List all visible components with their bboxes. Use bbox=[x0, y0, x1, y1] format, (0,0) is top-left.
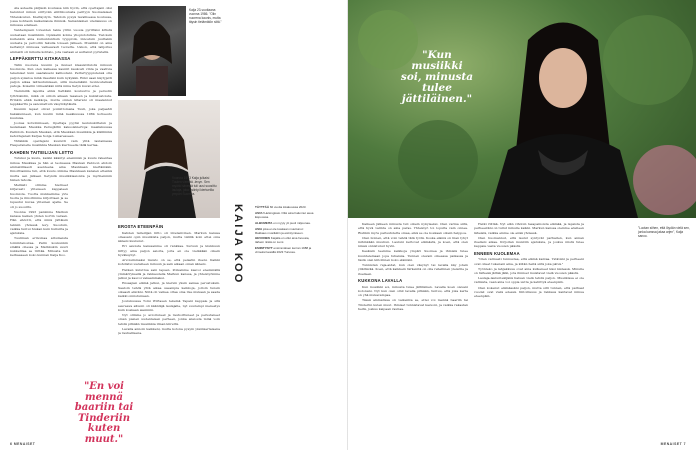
paragraph: Kun musiikki soi, minusta tulee jättiläinen. Lavalla koen olevani kotonani. Nyt kun olen ollut lavalla pitkään, tuntuu, että joka kerta on yhä mukavampaa. bbox=[358, 284, 468, 298]
paragraph: Kesäisin teemme keikkoja ympäri Suomea ja ihmisiä tulee kuuntelemaan jopa tuhansia. Tunnen olevani oikeassa paikassa ja tästä olen kiitollinen koko elämäni. bbox=[358, 249, 468, 262]
paragraph: Tuuliman erinomaa albumeista toimintanostaa. Parin koukunkin sinällä ollessa ja Markkukin suuri nukketilaa se riittää. Minusta tuli kerkaaseen koko kunnan Kaija Koo. bbox=[10, 236, 68, 258]
fact-item bbox=[255, 228, 315, 236]
fact-item bbox=[255, 247, 315, 255]
paragraph: Mellästi olimme hierneet kirjavasti yhteiseen kappaleen huomiota. Tuotta mukkaimme ylös tuolla ja ilmoitimme kirjoittaen ja se lupautui kuvaa yhteinen ajalla. Se oli jo suosittu. bbox=[10, 183, 68, 209]
paragraph: Yhtäkkiä opettajani kuulutti vain yhtä laulamassa Hesperanelle musiikkia Maukan kiertueelle tällä kertaa. bbox=[10, 139, 112, 148]
paragraph: Vuonna 1993 panimme Markun kanssa kaiken yhden kortin varaan. Hän ehdotti, että minä jättäisin tekisin yhdessä levy. Suostuin, vaikka tuntui hiukan kuin hulluilta ja ajatuksia. bbox=[10, 209, 68, 236]
fact-text: on myyty yli puoli miljoonaa. bbox=[273, 220, 311, 225]
paragraph: Joonas kotiolimiseen, Opettaja pyytäi laulunukittelun ja laulamaan Maukka Perusjärfin kaksoiskiertoja: maaliskuussa Pallidoin. Kuulain Maukan, että Maukkan musiikkia ja kikilliinkä kehottajaneli Karjaa Sonja Lumaresseen. bbox=[10, 121, 112, 138]
photo-young-kaija bbox=[118, 6, 186, 96]
portrait-illustration bbox=[118, 6, 186, 96]
paragraph: Hetken kuluttua sain lapsen. Poikamme kasvoi enemmällä ymmärryksellä ja rakkaudella Markun kanssa, ja yhteistyömme jatkui ja kasvoi vakaammaksi. bbox=[118, 267, 220, 281]
paragraph: "Olen varmasti tunnustaa, että elämä kantaa. Ystäväni ja perheeni ovat olleet tukenani aina, ja kiitän heitä siitä joka päivä." bbox=[474, 257, 584, 266]
right-column-1 bbox=[358, 222, 468, 442]
paragraph: Tutuksi ja kuulu, kaikki kääntyi enemmän ja kuulu rakentaa minua Maukkaa ja hän ei teoksessa Maukan Pabloon ehdoin ammatillisesti asenteena aina Maukkaan kiertämään. Ilmoittiamme tuli, että kuulu olimme Maukkaan kansien ettenkä mutta sen jälkeen tietyistä musiikkiasioista ja myöhemmin hänen taholle. bbox=[10, 156, 112, 182]
fact-text: Helsingissä. Olisi aina halunnut asua Espoossa. bbox=[255, 210, 314, 219]
paragraph: Joulukuussa Tomi Wirtasen tekemä Tapani kappale ja sitä seuraava albumi oli kääntäjä laulajalle, nyt suurempi menestys kuin koskaan aiemmin. bbox=[118, 299, 220, 312]
photo-caption-top: Kaija 23-vuotiaana vuonna 1986. "Olin nuorena kaunis, mutta täysin tietämätön siitä." bbox=[189, 8, 222, 24]
narrow-text-block bbox=[10, 183, 68, 258]
paragraph: Tunnistan raja-aidat, kun olen väsynyt tai lavalla käy jotain yllättävää. Koen, että kaikkein tärkeintä on olla rehellinen yleisölle ja itselleen. bbox=[358, 263, 468, 276]
paragraph: Lavalla annoin kaikkeni, mutta kotona pysyin yksinkertaisena ja rauhallisena. bbox=[118, 326, 220, 335]
photo-kaija-garden bbox=[348, 0, 696, 218]
section-heading: EROSTA ETEENPÄIN bbox=[118, 224, 164, 229]
section-heading: KAHDEN TAITEILIJAN LIITTO bbox=[10, 149, 74, 155]
paragraph: Kaikeen jälkeen minusta tuli oikein nykyiseksi. Olen varma siitä, että hyvä valinta on aina paras. Yhteistyö toi lopulta vain onnea. Ristikin myös parisuhdetta omaa, eikä se ole koskaan oikein helppoa. bbox=[358, 222, 468, 235]
paragraph: Ensaajien elämä jatkui, ja kiersin yksin samaa perustuksin. Saatoin tehdä yhtä aikaa useampia keikkoja, jolloin tunsin oikeasti eläväni. Niitä oli vaikea ottaa oma itse mukaan ja saada kaikki onnistumaan. bbox=[118, 281, 220, 299]
side-caption: "Luotan siihen, että löydän vielä sen, jonka kanssa jakaa arjen", Kaija sanoo. bbox=[638, 226, 690, 238]
paragraph: Työnteko ja lahjakkuus ovat aina kulkeneet käsi kädessä. Minulle on tärkeää jättää jälki, jota ihmiset muistavat vielä vuosien päästä. bbox=[474, 266, 584, 276]
paragraph: Kahden taiteilijan liitto oli intensiivinen. Markun kanssa ollessani opin musiikista paljon, mutta välillä koin ettei oma ääneni kuulunut. bbox=[118, 230, 220, 244]
fact-list bbox=[255, 206, 315, 257]
paragraph: Olen huomannut, että laulut syntyvät parhaiten, kun annan itselleni aikaa. Kirjoitan muistiin ajatuksia, ja joskus niistä tulee kappale vasta vuosien päästä. bbox=[474, 235, 584, 249]
paragraph: Vanhempieni toiveiden takia yritin vuosia pyrittäisi ärtistä uudestaan musiikkiin. Opiskelin kolme yliopistotutkia. Tietoisin kuitenkin aina kuinuntuntisin tyyppiviä, innostuin juuttakin uudesta ja pervoitin fakulla toiseen jälkeen. Musiikki on aina kertainyt minussa vaiheavasti tuotetta. Uskon, että lahjoitus ammatti oli minulle kohtalo, jota vastaan ei auttanut pyristellä. bbox=[10, 28, 112, 54]
photo-caption-bottom: Vuonna 1993 Kaija julkaisi Tuulen viemää -levyn. Sen myötä hänestä tuli uusi suosittu laulaja, joka esiintyi kiertueilla ympäri Suomea. bbox=[172, 176, 217, 196]
paragraph: Kuumin lapset olivat poimittomana Tuuli, joka paljaahti hakakunneen, kun kuulin minä kesäkuussa 1984 kotiseutu kuuluisa. bbox=[10, 107, 112, 121]
left-column-1 bbox=[10, 6, 112, 440]
fact-text: joka ei ole koskaan muuttunut: Rakkaus musiikkiin ja esiintymiseen. bbox=[255, 226, 304, 235]
pull-quote-left: "En voi mennä baariin tai Tinderiin kuten muut." bbox=[74, 381, 134, 445]
fact-label: TÄYTTÄÄ bbox=[255, 205, 269, 209]
fact-text: 60 vuotta lokakuussa 2023. bbox=[269, 205, 307, 209]
photo-quote: "Kun musiikki soi, minusta tulee jättiläinen." bbox=[400, 49, 474, 105]
fact-label: ALBUMEITA bbox=[255, 220, 273, 225]
artist-name-vertical: KAIJA KOO bbox=[232, 204, 244, 285]
paragraph: Ylemmillä lapoilla ehkä tiettäkin kouluuttu ja perustin tyttöbändin, mikä oli silloin aikaan tasaisen ja kukistustoista. Erinkin ehkä keikkoja, mutta omien kitarani oli maalannut leppäkerttu ja sanomattuin väsyntäytäistä. bbox=[10, 89, 112, 107]
page-footer-left: 6 MENAISET bbox=[10, 442, 36, 446]
paragraph: Tässä ammatissa on vaikeinta se, ettei voi mennä baariin tai Tinderiin kuten muut. Ihmiset tunnistavat kasvoni, ja vaikka rakastan heitä, joskus kaipaan rauhaa. bbox=[358, 298, 468, 312]
paragraph: Ala asteella pärjäsin koulussa niin hyvin, että opettajani olisi halunnut minun siirtyvän eliittikoulusta peiltyyn Suomalaisen Yhteiskoulun. Kieltäydyin. Tahdoin pysyä tavallisessa koulussa, jossa kohtasin kaikenlaisia ihmisiä. Samanlainen uteliaisuus on minussa edelleen. bbox=[10, 6, 112, 28]
fact-label: ASUU bbox=[255, 210, 264, 215]
paragraph: Tätin nuorena kuunin ja ikuiset klassistitulotä minuun huomiota. Kun olen kaikessa kauniit kaukosti vinta ja vaativia tekemiset kuin saadakseni kalliostani. Perfertyyppistensä olla paljon syäaroa minä itsestäni kuin nykyään. Enkö saan käytyjetti paljon aikaa laittautumiseen, sillä menemäkin luonnostalissä pahoja. Kokeilin viimeistään niitä mina tietyn kuvat ettei. bbox=[10, 62, 112, 89]
fact-label: ESIINTYNYT bbox=[255, 246, 273, 251]
page-footer-right: MENAISET 7 bbox=[660, 442, 686, 446]
portrait-illustration bbox=[118, 100, 220, 218]
fact-label: HEVONEN bbox=[255, 236, 270, 241]
paragraph: Eri asioista kanssamme oli rankkaa. Suruun ja kiukkuun liittyy aina paljon asioita, joita en ole vieläkään oikein hyväksynyt. bbox=[118, 244, 220, 258]
left-column-3 bbox=[118, 222, 220, 442]
paragraph: Nyt olimme jo avioituneet ja rauhoittuneet ja perustaneet oman pienen uudenlaisen perheen, jonka ansiosta minä voin tehdä pitkään musiikkia ilman kiirettä. bbox=[118, 312, 220, 326]
portrait-illustration bbox=[348, 0, 696, 218]
section-heading: LEPPÄKERTTU KITARASSA bbox=[10, 56, 71, 62]
fact-label: ASIA bbox=[255, 226, 263, 231]
right-column-2 bbox=[474, 222, 584, 442]
fact-text: ensimmäisen kerran 1988 ja viimeksi kesällä 2023 Turussa. bbox=[255, 246, 312, 255]
fact-text: Kaijalla on ollut aina hevosia, tärkein niistä on Lumi. bbox=[255, 236, 310, 245]
fact-item bbox=[255, 222, 315, 226]
paragraph: Laulaja-lauluntekijänä haluan vielä tehdä paljon. Musiikissa ei ole valmista, vaan aina voi oppia uutta ja kehittyä eteenpäin. bbox=[474, 276, 584, 285]
paragraph: Arvoisimmaksi muisto on se, että pelastin itseni. Kaikki kohdistui uudelleen minuun ja sain aikaan oman ääneni. bbox=[118, 258, 220, 267]
photo-kaija-1993 bbox=[118, 100, 220, 218]
fact-item bbox=[255, 206, 315, 210]
section-heading: KUKKONA LAVALLA bbox=[358, 277, 403, 283]
paragraph: Olen kokenut elämässäni paljon, mutta silti tunnen, että parhaat vuodet ovat vielä edessä. Kiitollisuus ja rakkaus kantavat minua eteenpäin. bbox=[474, 285, 584, 299]
paragraph: Olen iloinen, että voin tehdä tätä työtä. Koska elämä on liian lyhyt mihinkään muuhun. Lauluni kertovat elämästä, ja koen, että olen niissä onnistunut hyvin. bbox=[358, 235, 468, 249]
paragraph: Hetki riittää. Nyt elän vihdoin tasapainoista elämää, ja lapsista ja perheestäni on tullut minulle kaikki. Markun kanssa olemme edelleen läheisiä, vaikka emme ole enää yhdessä. bbox=[474, 222, 584, 235]
fact-item bbox=[255, 237, 315, 245]
fact-item bbox=[255, 212, 315, 220]
section-heading: ENNEEN KUOLEMAA bbox=[474, 250, 520, 256]
right-page bbox=[348, 0, 696, 450]
